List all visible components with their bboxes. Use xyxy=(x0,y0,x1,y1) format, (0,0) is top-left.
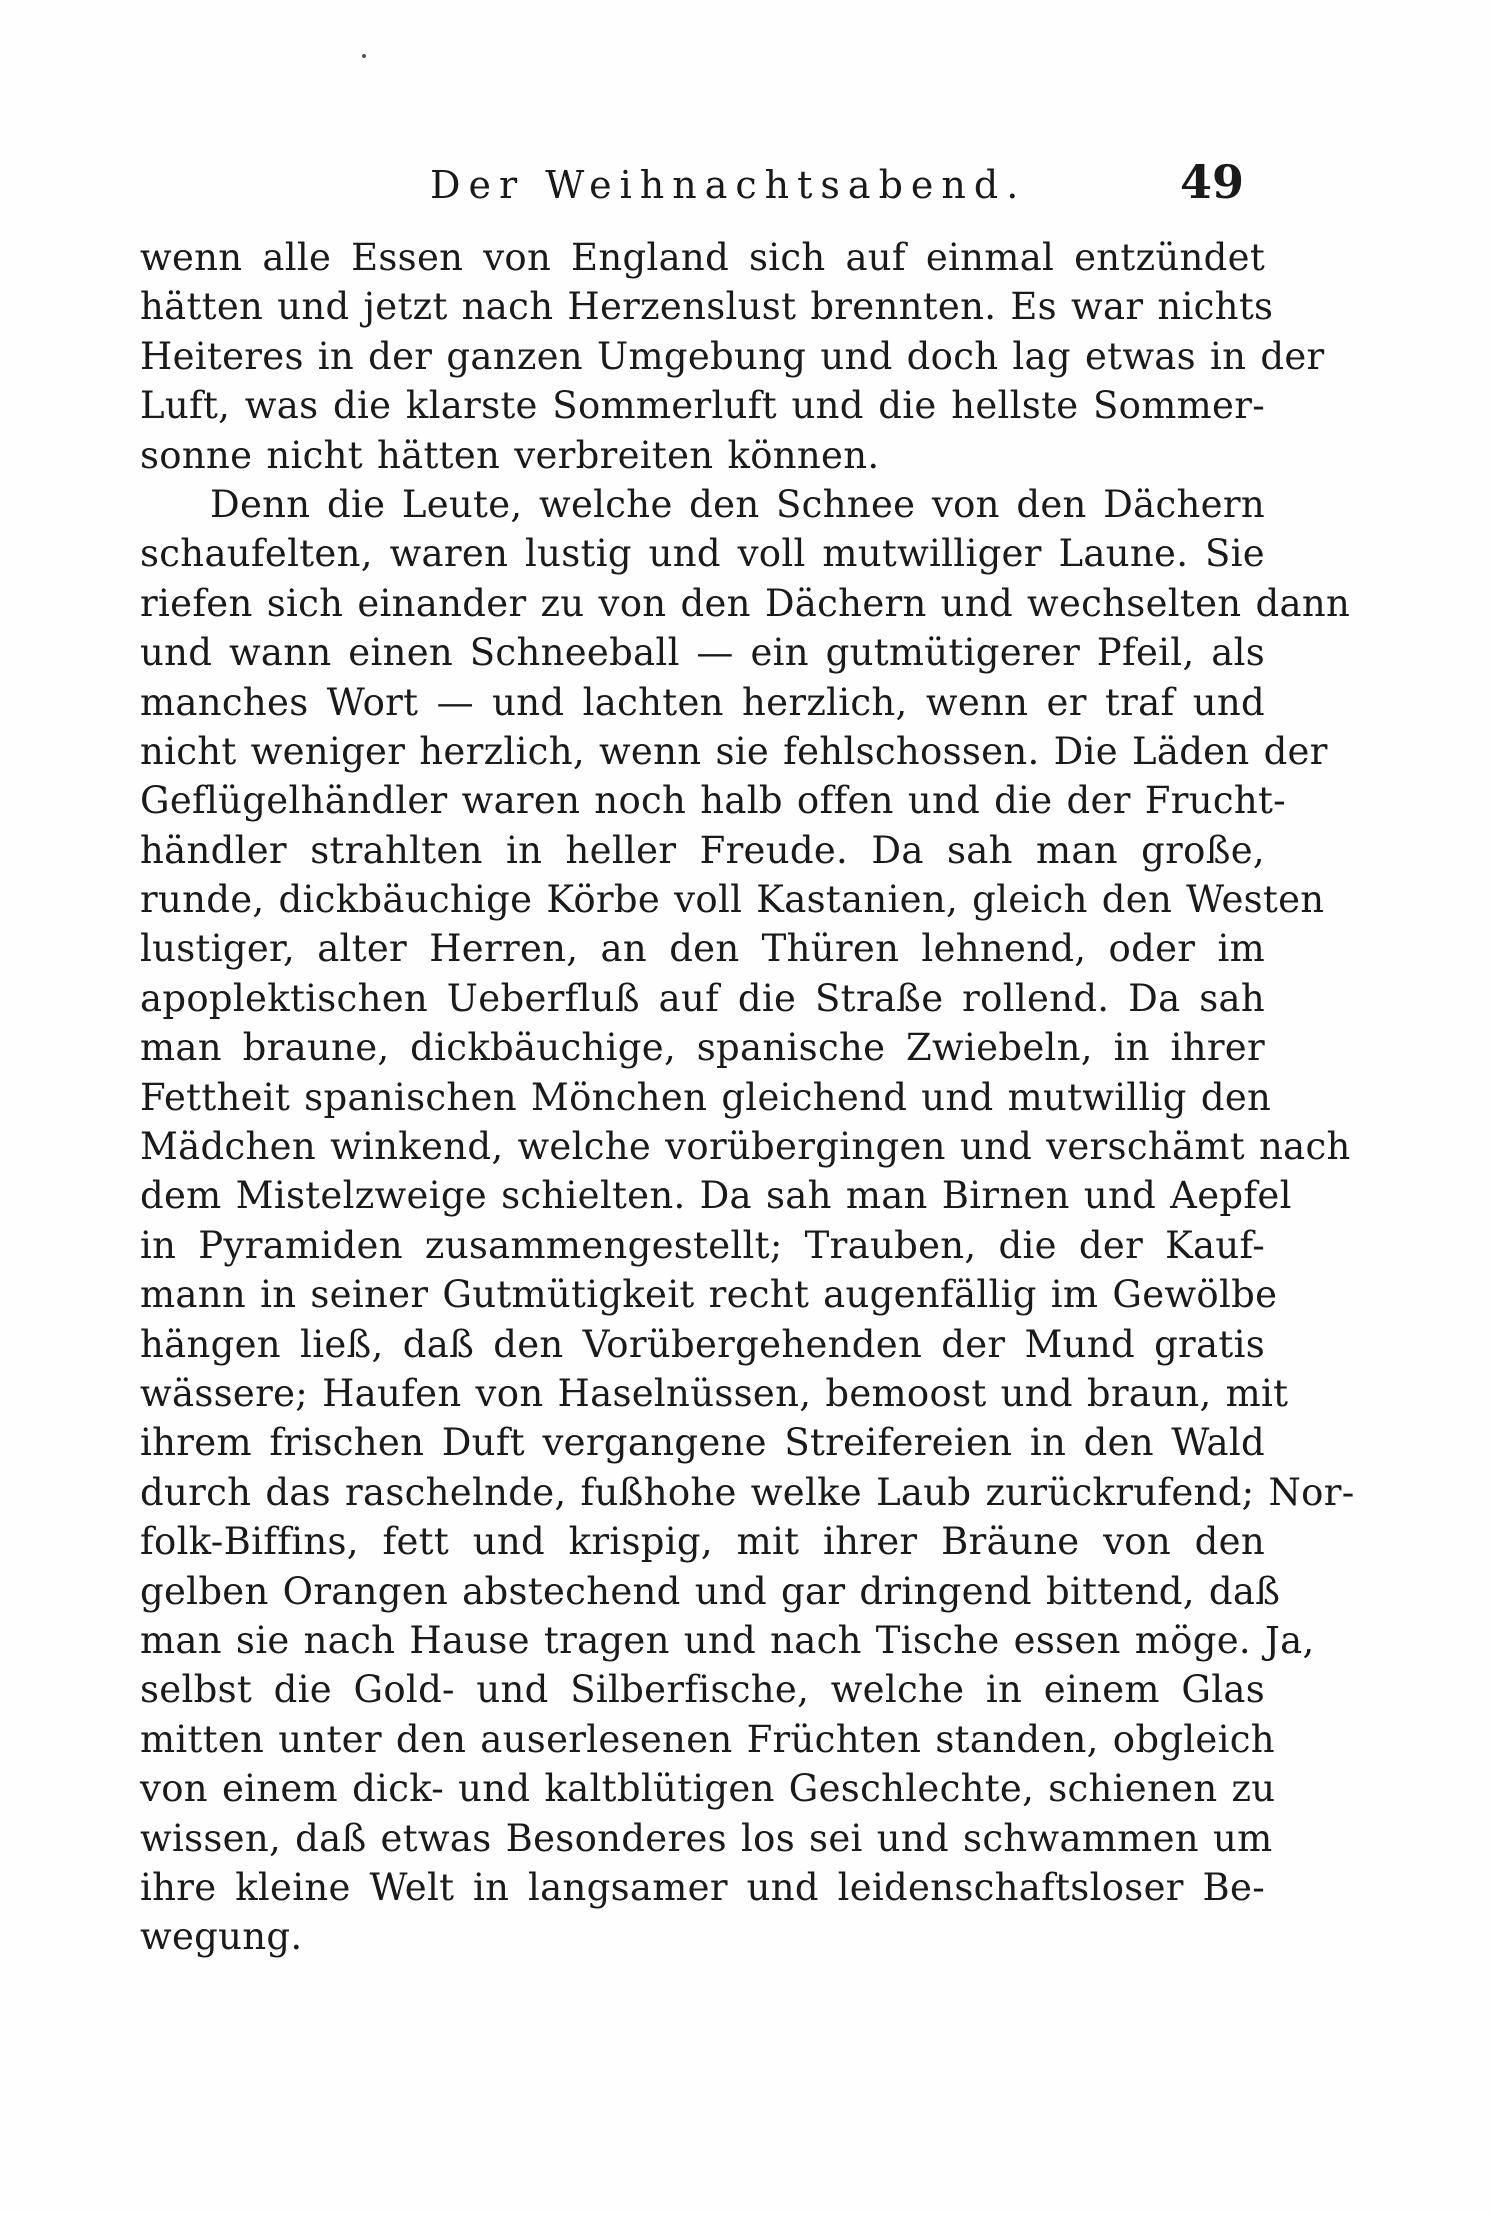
text-line: hätten und jetzt nach Herzenslust brennten. Es war nichts xyxy=(140,285,1274,329)
text-line: wässere; Haufen von Haselnüssen, bemoost und braun, mit xyxy=(140,1371,1289,1415)
text-line: lustiger, alter Herren, an den Thüren lehnend, oder im xyxy=(140,927,1265,971)
text-line: in Pyramiden zusammengestellt; Trauben, die der Kauf- xyxy=(140,1223,1265,1267)
text-line: wissen, daß etwas Besonderes los sei und schwammen um xyxy=(140,1816,1273,1860)
text-line: riefen sich einander zu von den Dächern und wechselten dann xyxy=(140,581,1351,625)
text-line: schaufelten, waren lustig und voll mutwilliger Laune. Sie xyxy=(140,532,1265,576)
text-line: Denn die Leute, welche den Schnee von den Dächern xyxy=(210,482,1265,526)
text-line: wegung. xyxy=(140,1915,303,1959)
text-line: Luft, was die klarste Sommerluft und die hellste Sommer- xyxy=(140,384,1265,428)
text-line: mann in seiner Gutmütigkeit recht augenfällig im Gewölbe xyxy=(140,1273,1278,1317)
text-line: sonne nicht hätten verbreiten können. xyxy=(140,433,880,477)
text-line: ihrem frischen Duft vergangene Streifereien in den Wald xyxy=(140,1421,1265,1465)
running-title: Der Weihnachtsabend. xyxy=(430,163,1027,207)
text-line: wenn alle Essen von England sich auf einmal entzündet xyxy=(140,236,1265,279)
body-text xyxy=(140,233,1355,1962)
text-line: mitten unter den auserlesenen Früchten standen, obgleich xyxy=(140,1717,1275,1761)
text-line: gelben Orangen abstechend und gar dringend bittend, daß xyxy=(140,1569,1281,1613)
text-line: Geflügelhändler waren noch halb offen und die der Frucht- xyxy=(140,779,1286,823)
text-line: nicht weniger herzlich, wenn sie fehlschossen. Die Läden der xyxy=(140,729,1328,773)
page-number: 49 xyxy=(1180,155,1245,209)
text-line: man sie nach Hause tragen und nach Tische essen möge. Ja, xyxy=(140,1618,1315,1662)
text-line: Heiteres in der ganzen Umgebung und doch lag etwas in der xyxy=(140,334,1325,378)
text-line: Mädchen winkend, welche vorübergingen und verschämt nach xyxy=(140,1125,1351,1169)
ink-speck xyxy=(362,54,366,58)
text-line: hängen ließ, daß den Vorübergehenden der Mund gratis xyxy=(140,1322,1265,1366)
text-line: durch das raschelnde, fußhohe welke Laub zurückrufend; Nor- xyxy=(140,1470,1355,1514)
text-line: von einem dick- und kaltblütigen Geschlechte, schienen zu xyxy=(140,1767,1276,1811)
text-line: folk-Biffins, fett und krispig, mit ihrer Bräune von den xyxy=(140,1520,1265,1564)
text-line: runde, dickbäuchige Körbe voll Kastanien, gleich den Westen xyxy=(140,878,1325,922)
text-line: apoplektischen Ueberfluß auf die Straße rollend. Da sah xyxy=(140,976,1265,1020)
text-line: händler strahlten in heller Freude. Da sah man große, xyxy=(140,828,1265,872)
text-line: man braune, dickbäuchige, spanische Zwiebeln, in ihrer xyxy=(140,1026,1265,1070)
text-line: ihre kleine Welt in langsamer und leidenschaftsloser Be- xyxy=(140,1865,1265,1909)
text-line: selbst die Gold- und Silberfische, welche in einem Glas xyxy=(140,1668,1265,1712)
text-line: dem Mistelzweige schielten. Da sah man Birnen und Aepfel xyxy=(140,1174,1292,1218)
text-line: Fettheit spanischen Mönchen gleichend und mutwillig den xyxy=(140,1075,1272,1119)
text-line: und wann einen Schneeball — ein gutmütigerer Pfeil, als xyxy=(140,631,1265,675)
text-line: manches Wort — und lachten herzlich, wenn er traf und xyxy=(140,680,1265,724)
